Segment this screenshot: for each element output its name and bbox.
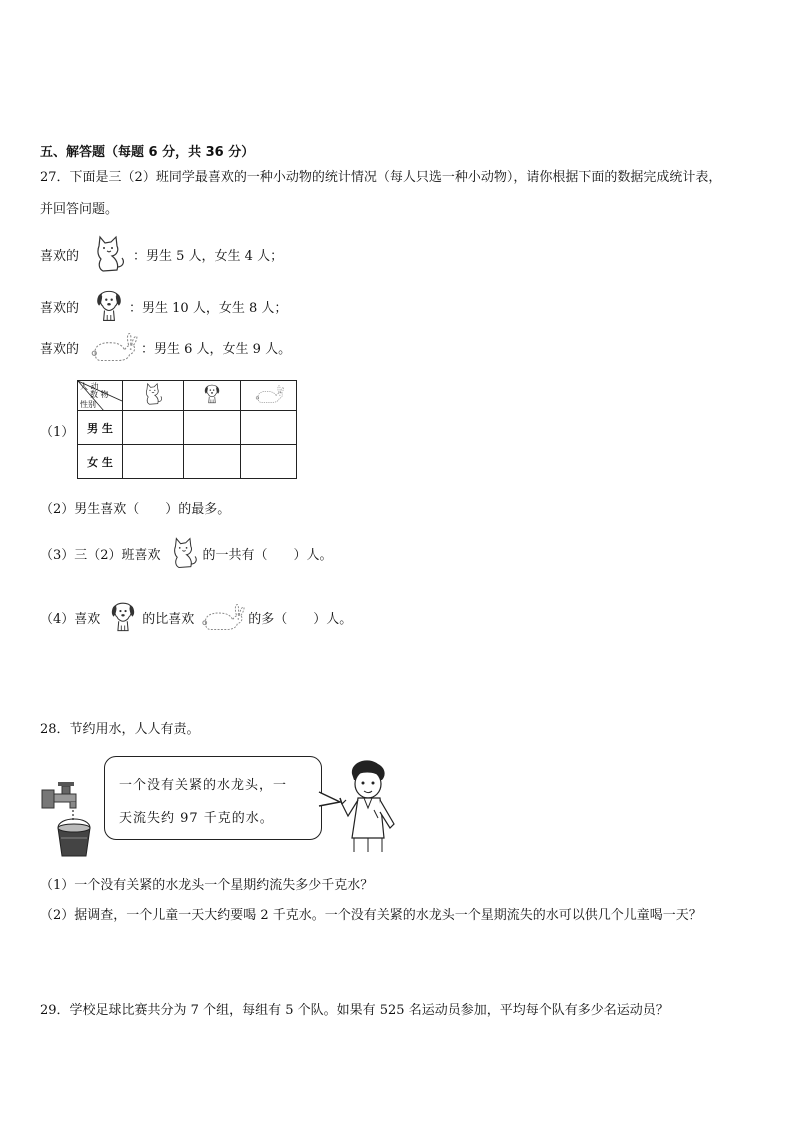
q27-part4 [40, 596, 352, 638]
q27-prefix: 喜欢的 [40, 248, 80, 264]
row-boys-label: 男 生 [78, 411, 123, 445]
q27-part4-text-c: 的多（ ）人。 [248, 611, 353, 627]
speech-bubble [104, 756, 322, 840]
corner-bottom-text: 性别 [80, 400, 96, 409]
q27-dog-data [40, 286, 287, 326]
header-dog [184, 381, 241, 411]
q27-prefix: 喜欢的 [40, 341, 80, 357]
q27-rabbit-data [40, 330, 291, 364]
boy-figure-icon [336, 758, 406, 854]
q27-prefix: 喜欢的 [40, 300, 80, 316]
dog-icon [106, 597, 140, 637]
faucet-bucket-icon [40, 780, 100, 860]
header-rabbit [241, 381, 297, 411]
q27-line1: 27．下面是三（2）班同学最喜欢的一种小动物的统计情况（每人只选一种小动物），请你根据下面的数据完成统计表， [40, 170, 722, 185]
cat-data-text: ：男生 5 人，女生 4 人； [133, 248, 284, 264]
rabbit-data-text: ：男生 6 人，女生 9 人。 [141, 341, 292, 357]
q27-line2: 并回答问题。 [40, 202, 119, 217]
cat-icon [89, 232, 129, 276]
cell-boys-cat[interactable] [123, 411, 184, 445]
q27-part2: （2）男生喜欢（ ）的最多。 [40, 502, 231, 517]
cell-girls-rabbit[interactable] [241, 445, 297, 479]
q27-part4-text-b: 的比喜欢 [142, 611, 195, 627]
q28-part1: （1）一个没有关紧的水龙头一个星期约流失多少千克水？ [40, 878, 374, 893]
dog-icon [91, 286, 127, 326]
header-cat [123, 381, 184, 411]
q27-part3-text-a: （3）三（2）班喜欢 [40, 547, 161, 563]
corner-mid-text: 数 物 [90, 390, 109, 399]
section-title: 五、解答题（每题 6 分，共 36 分） [40, 145, 255, 160]
cat-icon [167, 531, 201, 575]
q27-part4-text-a: （4）喜欢 [40, 611, 101, 627]
cell-boys-rabbit[interactable] [241, 411, 297, 445]
q27-part3 [40, 530, 333, 576]
q27-part3-text-b: 的一共有（ ）人。 [202, 547, 333, 563]
cell-girls-cat[interactable] [123, 445, 184, 479]
q27-cat-data [40, 232, 283, 276]
corner-top-text: 人 动 [80, 382, 99, 391]
q27-part1-label: （1） [40, 425, 75, 440]
rabbit-icon [253, 383, 285, 405]
q29-text: 29．学校足球比赛共分为 7 个组，每组有 5 个队。如果有 525 名运动员参加，平均每个队有多少名运动员？ [40, 1003, 669, 1018]
rabbit-icon [198, 600, 246, 634]
dog-icon [201, 381, 223, 407]
bubble-line2: 天流失约 97 千克的水。 [119, 811, 274, 826]
bubble-line1: 一个没有关紧的水龙头，一 [119, 778, 288, 793]
stats-table [77, 380, 297, 479]
table-corner-cell [78, 381, 123, 411]
cell-girls-dog[interactable] [184, 445, 241, 479]
q28-title: 28．节约用水，人人有责。 [40, 722, 200, 737]
cell-boys-dog[interactable] [184, 411, 241, 445]
rabbit-icon [87, 331, 139, 363]
row-girls-label: 女 生 [78, 445, 123, 479]
q28-part2: （2）据调查，一个儿童一天大约要喝 2 千克水。一个没有关紧的水龙头一个星期流失的水可以供几个儿童喝一天？ [40, 908, 702, 923]
cat-icon [141, 381, 165, 407]
dog-data-text: ：男生 10 人，女生 8 人； [129, 300, 288, 316]
